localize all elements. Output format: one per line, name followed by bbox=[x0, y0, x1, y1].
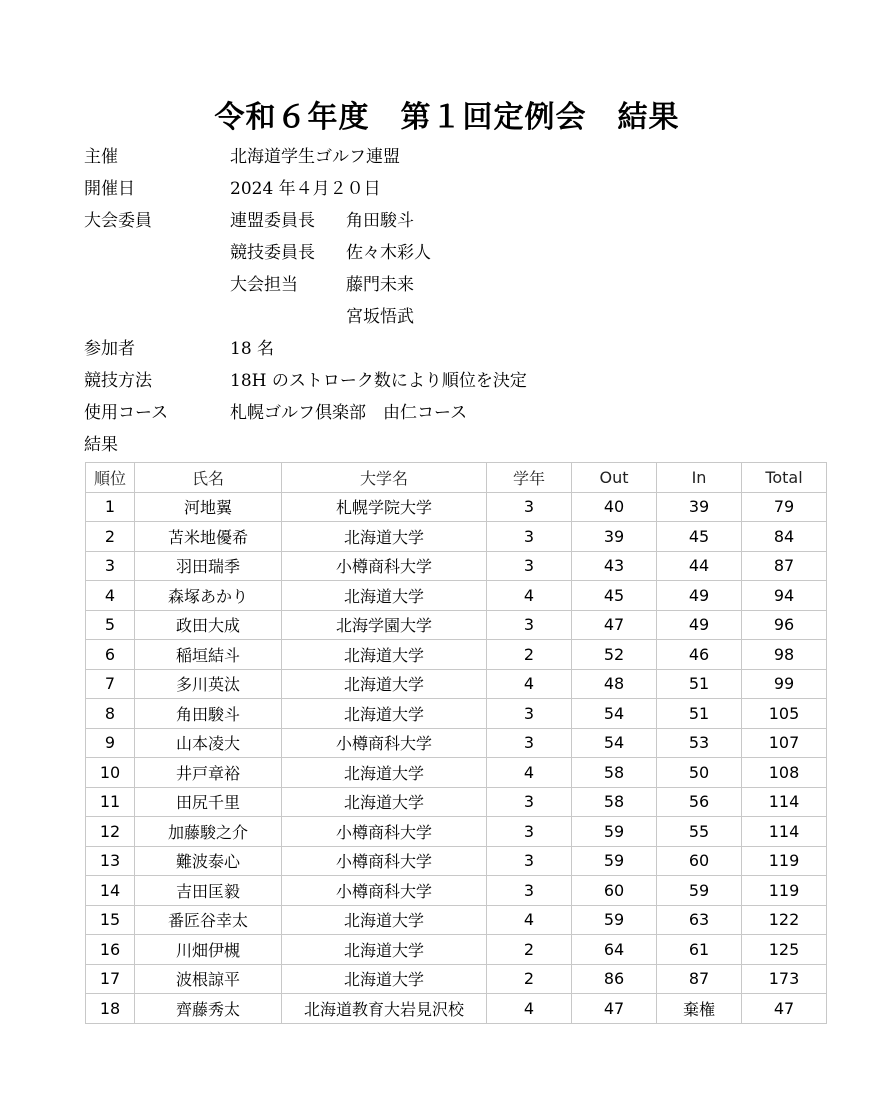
cell-in: 50 bbox=[657, 758, 742, 788]
cell-rank: 9 bbox=[86, 728, 135, 758]
cell-total: 99 bbox=[742, 669, 827, 699]
cell-name: 番匠谷幸太 bbox=[135, 905, 282, 935]
cell-university: 北海道大学 bbox=[282, 787, 487, 817]
cell-total: 108 bbox=[742, 758, 827, 788]
cell-university: 北海道教育大岩見沢校 bbox=[282, 994, 487, 1024]
cell-grade: 3 bbox=[487, 610, 572, 640]
cell-out: 54 bbox=[572, 728, 657, 758]
cell-total: 98 bbox=[742, 640, 827, 670]
cell-grade: 4 bbox=[487, 905, 572, 935]
cell-in: 56 bbox=[657, 787, 742, 817]
cell-total: 107 bbox=[742, 728, 827, 758]
cell-total: 47 bbox=[742, 994, 827, 1024]
cell-university: 北海道大学 bbox=[282, 581, 487, 611]
cell-university: 小樽商科大学 bbox=[282, 728, 487, 758]
cell-name: 政田大成 bbox=[135, 610, 282, 640]
cell-in: 49 bbox=[657, 610, 742, 640]
method-label: 競技方法 bbox=[84, 371, 152, 391]
cell-out: 86 bbox=[572, 964, 657, 994]
cell-total: 79 bbox=[742, 492, 827, 522]
cell-name: 難波泰心 bbox=[135, 846, 282, 876]
cell-in: 59 bbox=[657, 876, 742, 906]
cell-university: 北海道大学 bbox=[282, 522, 487, 552]
table-row bbox=[86, 728, 827, 758]
cell-out: 59 bbox=[572, 846, 657, 876]
cell-in: 51 bbox=[657, 699, 742, 729]
cell-in: 61 bbox=[657, 935, 742, 965]
cell-grade: 3 bbox=[487, 699, 572, 729]
cell-name: 山本凌大 bbox=[135, 728, 282, 758]
cell-rank: 1 bbox=[86, 492, 135, 522]
cell-rank: 3 bbox=[86, 551, 135, 581]
cell-in: 63 bbox=[657, 905, 742, 935]
cell-in: 49 bbox=[657, 581, 742, 611]
cell-university: 小樽商科大学 bbox=[282, 551, 487, 581]
cell-in: 44 bbox=[657, 551, 742, 581]
cell-rank: 11 bbox=[86, 787, 135, 817]
cell-university: 北海道大学 bbox=[282, 669, 487, 699]
cell-rank: 12 bbox=[86, 817, 135, 847]
date-value: 2024 年４月２０日 bbox=[230, 179, 381, 199]
cell-out: 59 bbox=[572, 905, 657, 935]
cell-name: 稲垣結斗 bbox=[135, 640, 282, 670]
cell-in: 60 bbox=[657, 846, 742, 876]
table-row bbox=[86, 964, 827, 994]
cell-university: 北海学園大学 bbox=[282, 610, 487, 640]
table-row bbox=[86, 581, 827, 611]
cell-name: 齊藤秀太 bbox=[135, 994, 282, 1024]
cell-in: 46 bbox=[657, 640, 742, 670]
table-row bbox=[86, 876, 827, 906]
cell-university: 北海道大学 bbox=[282, 640, 487, 670]
cell-in: 53 bbox=[657, 728, 742, 758]
cell-university: 北海道大学 bbox=[282, 935, 487, 965]
date-label: 開催日 bbox=[84, 179, 135, 199]
cell-name: 波根諒平 bbox=[135, 964, 282, 994]
cell-rank: 5 bbox=[86, 610, 135, 640]
cell-grade: 3 bbox=[487, 876, 572, 906]
cell-grade: 2 bbox=[487, 640, 572, 670]
cell-in: 51 bbox=[657, 669, 742, 699]
cell-rank: 18 bbox=[86, 994, 135, 1024]
cell-total: 94 bbox=[742, 581, 827, 611]
committee-role: 連盟委員長 bbox=[230, 211, 315, 231]
table-row bbox=[86, 846, 827, 876]
cell-in: 87 bbox=[657, 964, 742, 994]
cell-university: 北海道大学 bbox=[282, 905, 487, 935]
participants-label: 参加者 bbox=[84, 339, 135, 359]
header-rank: 順位 bbox=[86, 463, 135, 493]
cell-grade: 2 bbox=[487, 935, 572, 965]
cell-grade: 4 bbox=[487, 669, 572, 699]
cell-rank: 13 bbox=[86, 846, 135, 876]
cell-out: 39 bbox=[572, 522, 657, 552]
committee-name: 角田駿斗 bbox=[346, 211, 414, 231]
cell-total: 96 bbox=[742, 610, 827, 640]
cell-name: 井戸章裕 bbox=[135, 758, 282, 788]
cell-grade: 3 bbox=[487, 817, 572, 847]
course-value: 札幌ゴルフ倶楽部 由仁コース bbox=[230, 403, 468, 423]
table-row bbox=[86, 492, 827, 522]
table-row bbox=[86, 994, 827, 1024]
header-in: In bbox=[657, 463, 742, 493]
cell-university: 小樽商科大学 bbox=[282, 846, 487, 876]
committee-role: 競技委員長 bbox=[230, 243, 315, 263]
cell-rank: 17 bbox=[86, 964, 135, 994]
table-row bbox=[86, 610, 827, 640]
cell-rank: 7 bbox=[86, 669, 135, 699]
cell-grade: 2 bbox=[487, 964, 572, 994]
cell-total: 125 bbox=[742, 935, 827, 965]
cell-university: 北海道大学 bbox=[282, 699, 487, 729]
cell-total: 84 bbox=[742, 522, 827, 552]
cell-university: 北海道大学 bbox=[282, 964, 487, 994]
host-label: 主催 bbox=[84, 147, 118, 167]
cell-name: 加藤駿之介 bbox=[135, 817, 282, 847]
cell-name: 多川英汰 bbox=[135, 669, 282, 699]
cell-name: 羽田瑞季 bbox=[135, 551, 282, 581]
cell-out: 58 bbox=[572, 787, 657, 817]
table-row bbox=[86, 699, 827, 729]
cell-grade: 3 bbox=[487, 846, 572, 876]
cell-rank: 4 bbox=[86, 581, 135, 611]
table-row bbox=[86, 787, 827, 817]
cell-grade: 3 bbox=[487, 551, 572, 581]
cell-grade: 4 bbox=[487, 581, 572, 611]
cell-rank: 10 bbox=[86, 758, 135, 788]
header-name: 氏名 bbox=[135, 463, 282, 493]
cell-total: 105 bbox=[742, 699, 827, 729]
cell-out: 52 bbox=[572, 640, 657, 670]
page-title: 令和６年度 第１回定例会 結果 bbox=[214, 100, 680, 135]
results-table bbox=[85, 462, 827, 1024]
course-label: 使用コース bbox=[84, 403, 169, 423]
table-row bbox=[86, 551, 827, 581]
cell-out: 59 bbox=[572, 817, 657, 847]
cell-out: 40 bbox=[572, 492, 657, 522]
host-value: 北海道学生ゴルフ連盟 bbox=[230, 147, 400, 167]
method-value: 18H のストローク数により順位を決定 bbox=[230, 371, 527, 391]
cell-university: 北海道大学 bbox=[282, 758, 487, 788]
table-row bbox=[86, 640, 827, 670]
cell-total: 122 bbox=[742, 905, 827, 935]
cell-name: 河地翼 bbox=[135, 492, 282, 522]
table-row bbox=[86, 935, 827, 965]
committee-name: 藤門未来 bbox=[346, 275, 414, 295]
header-total: Total bbox=[742, 463, 827, 493]
cell-out: 45 bbox=[572, 581, 657, 611]
table-header-row bbox=[86, 463, 827, 493]
cell-in: 39 bbox=[657, 492, 742, 522]
cell-name: 苫米地優希 bbox=[135, 522, 282, 552]
cell-university: 小樽商科大学 bbox=[282, 817, 487, 847]
cell-in: 棄権 bbox=[657, 994, 742, 1024]
cell-grade: 4 bbox=[487, 994, 572, 1024]
cell-out: 43 bbox=[572, 551, 657, 581]
cell-out: 58 bbox=[572, 758, 657, 788]
cell-out: 47 bbox=[572, 610, 657, 640]
header-out: Out bbox=[572, 463, 657, 493]
cell-total: 119 bbox=[742, 876, 827, 906]
results-label: 結果 bbox=[84, 435, 118, 455]
cell-out: 47 bbox=[572, 994, 657, 1024]
participants-value: 18 名 bbox=[230, 339, 275, 359]
cell-university: 札幌学院大学 bbox=[282, 492, 487, 522]
cell-in: 55 bbox=[657, 817, 742, 847]
cell-in: 45 bbox=[657, 522, 742, 552]
table-row bbox=[86, 905, 827, 935]
cell-rank: 15 bbox=[86, 905, 135, 935]
header-grade: 学年 bbox=[487, 463, 572, 493]
cell-total: 173 bbox=[742, 964, 827, 994]
cell-total: 87 bbox=[742, 551, 827, 581]
cell-grade: 4 bbox=[487, 758, 572, 788]
cell-rank: 16 bbox=[86, 935, 135, 965]
cell-out: 48 bbox=[572, 669, 657, 699]
cell-rank: 6 bbox=[86, 640, 135, 670]
cell-grade: 3 bbox=[487, 522, 572, 552]
cell-rank: 14 bbox=[86, 876, 135, 906]
cell-grade: 3 bbox=[487, 787, 572, 817]
results-body bbox=[86, 492, 827, 1023]
cell-total: 114 bbox=[742, 817, 827, 847]
table-row bbox=[86, 758, 827, 788]
header-university: 大学名 bbox=[282, 463, 487, 493]
committee-label: 大会委員 bbox=[84, 211, 152, 231]
cell-out: 64 bbox=[572, 935, 657, 965]
cell-rank: 8 bbox=[86, 699, 135, 729]
cell-name: 角田駿斗 bbox=[135, 699, 282, 729]
committee-name: 宮坂悟武 bbox=[346, 307, 414, 327]
cell-rank: 2 bbox=[86, 522, 135, 552]
cell-name: 川畑伊槻 bbox=[135, 935, 282, 965]
committee-name: 佐々木彩人 bbox=[346, 243, 431, 263]
committee-role: 大会担当 bbox=[230, 275, 298, 295]
cell-name: 吉田匡毅 bbox=[135, 876, 282, 906]
table-row bbox=[86, 817, 827, 847]
table-row bbox=[86, 522, 827, 552]
cell-total: 119 bbox=[742, 846, 827, 876]
cell-grade: 3 bbox=[487, 492, 572, 522]
cell-name: 森塚あかり bbox=[135, 581, 282, 611]
cell-grade: 3 bbox=[487, 728, 572, 758]
cell-out: 60 bbox=[572, 876, 657, 906]
cell-university: 小樽商科大学 bbox=[282, 876, 487, 906]
cell-total: 114 bbox=[742, 787, 827, 817]
cell-name: 田尻千里 bbox=[135, 787, 282, 817]
table-row bbox=[86, 669, 827, 699]
cell-out: 54 bbox=[572, 699, 657, 729]
